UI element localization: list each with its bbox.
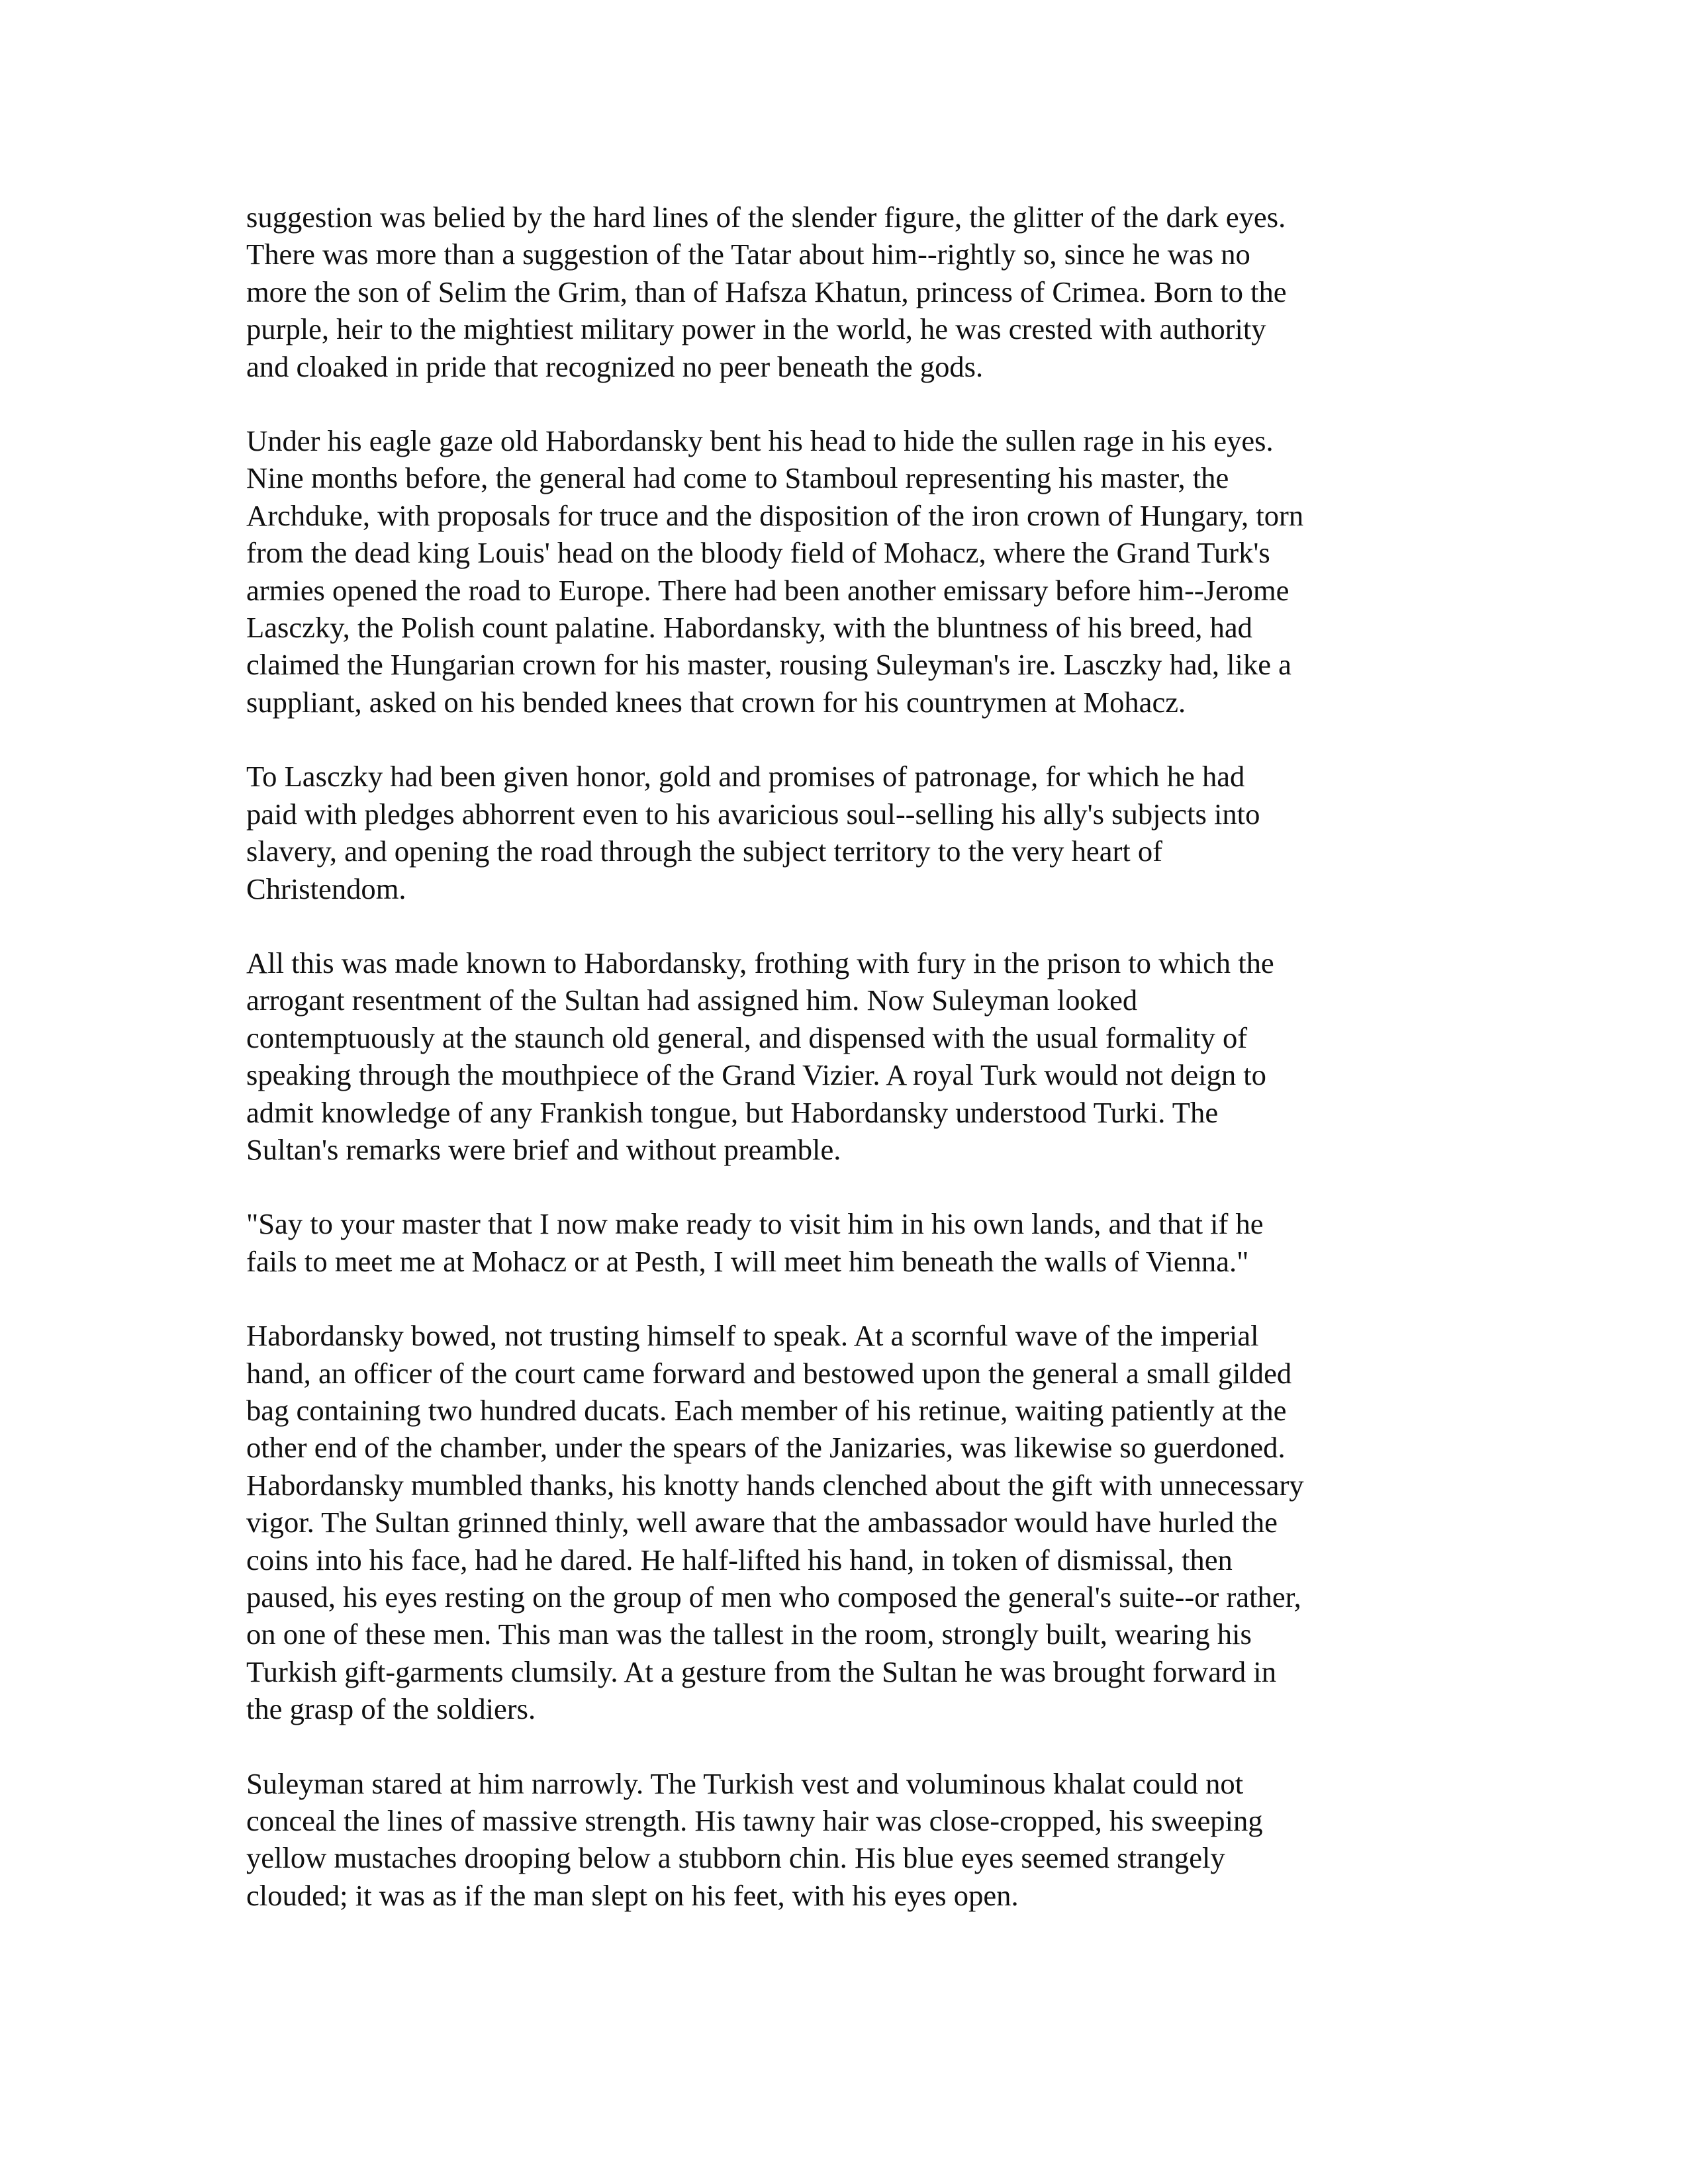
paragraph-5: "Say to your master that I now make ready to visit him in his own lands, and that if he fails to meet me at Mohacz or at Pesth, I will meet him beneath the walls of Vienna." [246,1207,1264,1278]
paragraph-1: suggestion was belied by the hard lines of the slender figure, the glitter of the dark eyes. There was more than a suggestion of the Tatar about him--rightly so, since he was no more the son of Selim the Grim, than of Hafsza Khatun, princess of Crimea. Born to the purple, heir to the mightiest military power in the world, he was crested with authority and cloaked in pride that recognized no peer beneath the gods. [246,201,1287,383]
paragraph-4: All this was made known to Habordansky, frothing with fury in the prison to which the arrogant resentment of the Sultan had assigned him. Now Suleyman looked contemptuously at the staunch old general, and dispensed with the usual formality of speaking through the mouthpiece of the Grand Vizier. A royal Turk would not deign to admit knowledge of any Frankish tongue, but Habordansky understood Turki. The Sultan's remarks were brief and without preamble. [246,946,1274,1166]
paragraph-3: To Lasczky had been given honor, gold and promises of patronage, for which he had paid with pledges abhorrent even to his avaricious soul--selling his ally's subjects into slavery, and opening the road through the subject territory to the very heart of Christendom. [246,760,1260,905]
body-text [246,199,1451,1951]
paragraph-7: Suleyman stared at him narrowly. The Turkish vest and voluminous khalat could not conceal the lines of massive strength. His tawny hair was close-cropped, his sweeping yellow mustaches drooping below a stubborn chin. His blue eyes seemed strangely clouded; it was as if the man slept on his feet, with his eyes open. [246,1766,1263,1912]
paragraph-2: Under his eagle gaze old Habordansky bent his head to hide the sullen rage in his eyes. Nine months before, the general had come to Stamboul representing his master, the Archduke, with proposals for truce and the disposition of the iron crown of Hungary, torn from the dead king Louis' head on the bloody field of Mohacz, where the Grand Turk's armies opened the road to Europe. There had been another emissary before him--Jerome Lasczky, the Polish count palatine. Habordansky, with the bluntness of his breed, had claimed the Hungarian crown for his master, rousing Suleyman's ire. Lasczky had, like a suppliant, asked on his bended knees that crown for his countrymen at Mohacz. [246,424,1304,719]
paragraph-6: Habordansky bowed, not trusting himself to speak. At a scornful wave of the imperial hand, an officer of the court came forward and bestowed upon the general a small gilded bag containing two hundred ducats. Each member of his retinue, waiting patiently at the other end of the chamber, under the spears of the Janizaries, was likewise so guerdoned. Habordansky mumbled thanks, his knotty hands clenched about the gift with unnecessary vigor. The Sultan grinned thinly, well aware that the ambassador would have hurled the coins into his face, had he dared. He half-lifted his hand, in token of dismissal, then paused, his eyes resting on the group of men who composed the general's suite--or rather, on one of these men. This man was the tallest in the room, strongly built, wearing his Turkish gift-garments clumsily. At a gesture from the Sultan he was brought forward in the grasp of the soldiers. [246,1319,1304,1726]
